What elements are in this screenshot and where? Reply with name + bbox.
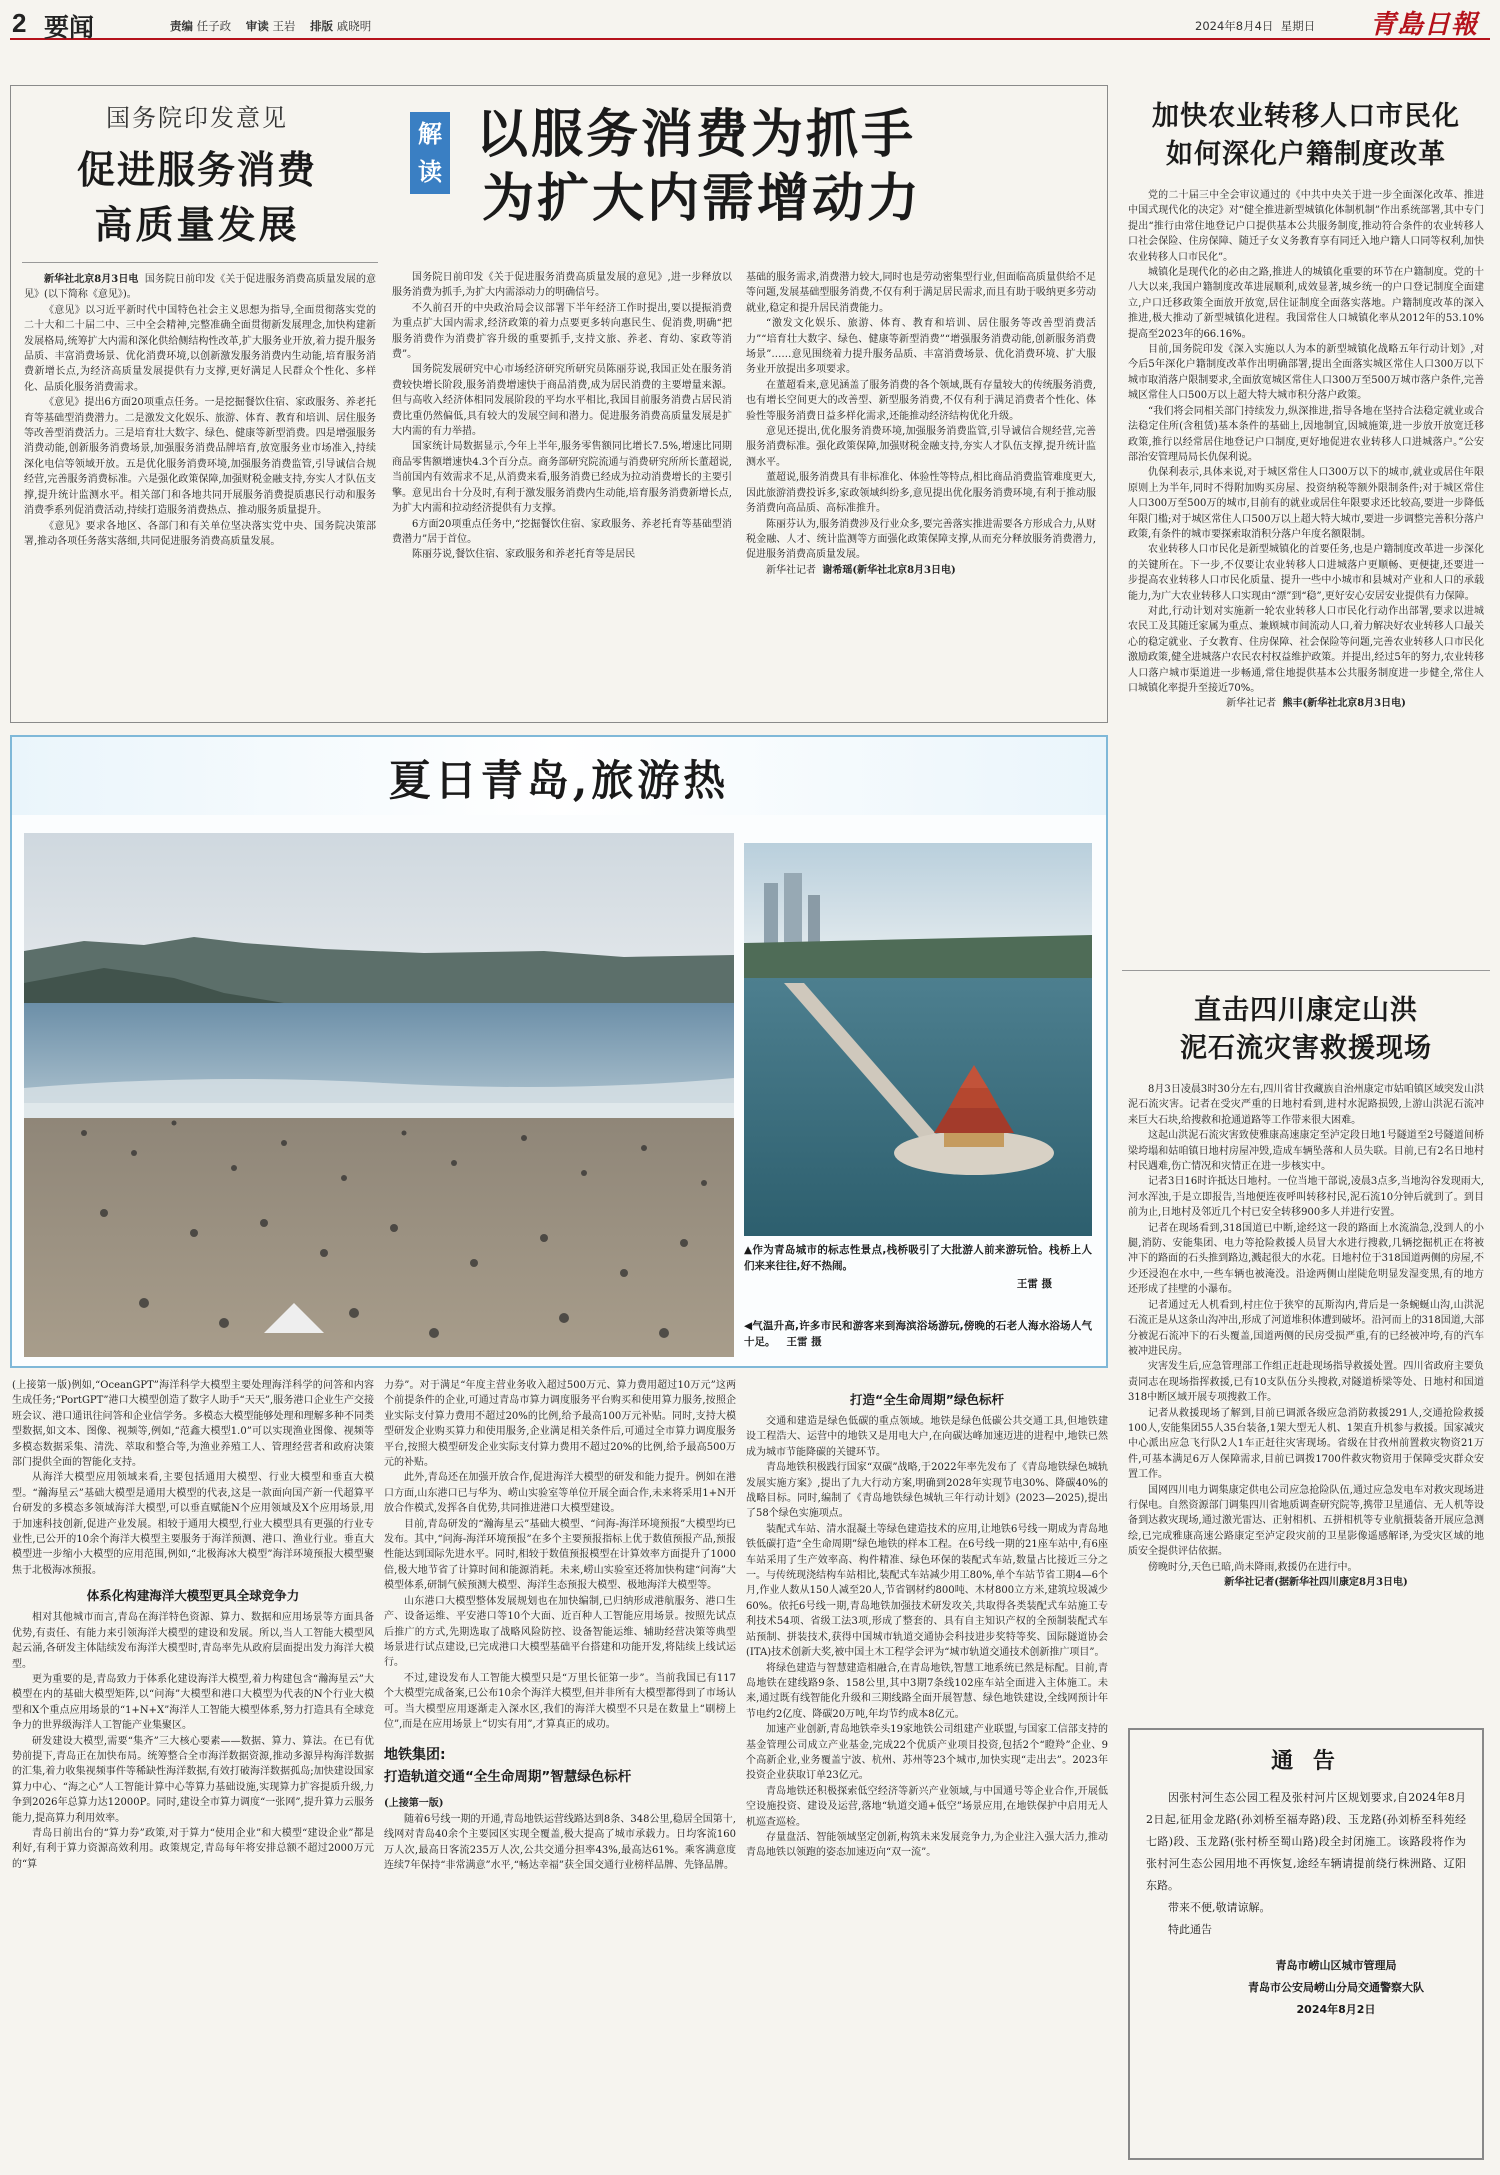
metro-headline: 地铁集团: 打造轨道交通“全生命周期”智慧绿色标杆 (384, 1747, 632, 1786)
notice-body: 因张村河生态公园工程及张村河片区规划要求,自2024年8月2日起,征用金龙路(孙刘桥至福寿路)段、玉龙路(孙刘桥至科苑经七路)段、玉龙路(张村桥至蜀山路)段全封闭施工。该路段将作为张村河生态公园用地不再恢复,途经车辆请提前绕行株洲路、辽阳东路。 (1146, 1791, 1466, 1892)
continued-label: (上接第一版) (384, 1798, 444, 1810)
right-column-divider (1122, 970, 1490, 971)
article2-paragraph: 陈丽芬认为,服务消费涉及行业众多,要完善落实推进需要各方形成合力,从财税金融、人才、统计监测等方面强化政策保障支撑,从而充分释放服务消费潜力,促进服务消费高质量发展。 (746, 518, 1096, 561)
subhead-global-competitiveness: 体系化构建海洋大模型更具全球竞争力 (86, 1588, 300, 1604)
bottom-paragraph: 此外,青岛还在加强开放合作,促进海洋大模型的研发和能力提升。例如在港口方面,山东港口已与华为、崂山实验室等单位开展全面合作,未来将采用1+N开放合作模式,发挥各自优势,共同推进港口大模型建设。 (384, 1472, 736, 1515)
article1-paragraph: 《意见》以习近平新时代中国特色社会主义思想为指导,全面贯彻落实党的二十大和二十届二中、三中全会精神,完整准确全面贯彻新发展理念,加快构建新发展格局,统筹扩大内需和深化供给侧结构性改革,扩大服务业开放,着力提升服务品质、丰富消费场景、优化消费环境,以创新激发服务消费内生动能,培育服务消费新增长点,为经济高质量发展提供有力支撑,更好满足人民群众个性化、多样化、品质化服务消费需求。 (24, 304, 376, 393)
article4-title-line1: 直击四川康定山洪 (1194, 995, 1418, 1026)
bottom-paragraph: 将绿色建造与智慧建造相融合,在青岛地铁,智慧工地系统已然是标配。目前,青岛地铁在建线路9条、158公里,其中3期7条线102座车站全面进入主体施工。未来,通过既有线智能化升级和三期线路全面开展智慧、绿色地铁建设,全线网预计年节电约2亿度、降碳20万吨,年均节约成本8亿元。 (746, 1662, 1108, 1720)
article3-paragraph: 党的二十届三中全会审议通过的《中共中央关于进一步全面深化改革、推进中国式现代化的决定》对“健全推进新型城镇化体制机制”作出系统部署,其中专门提出“推行由常住地登记户口提供基本公共服务制度,推动符合条件的农业转移人口社会保险、住房保障、随迁子女义务教育享有同迁入地户籍人口同等权利,加快农业转移人口市民化”。 (1128, 190, 1484, 263)
bottom-paragraph: 相对其他城市而言,青岛在海洋特色资源、算力、数据和应用场景等方面具备优势,有责任、有能力来引领海洋大模型的建设和发展。所以,当人工智能大模型风起云涌,各研发主体陆续发布海洋大模型时,青岛率先从政府层面提出发力海洋大模型。 (12, 1612, 374, 1670)
article2-column-2 (746, 270, 1096, 714)
bottom-paragraph: 随着6号线一期的开通,青岛地铁运营线路达到8条、348公里,稳居全国第十,线网对青岛40余个主要园区实现全覆盖,极大提高了城市承载力。日均客流160万人次,最高日客流235万人次,公共交通分担率43%,最高达61%。乘客满意度连续7年保持“非常满意”水平,“畅达幸福”获全国交通行业榜样品牌、先锋品牌。 (384, 1813, 736, 1871)
article4-byline: 新华社记者(据新华社四川康定8月3日电) (1224, 1577, 1408, 1588)
pier-caption-text: ▲作为青岛城市的标志性景点,栈桥吸引了大批游人前来游玩恰。栈桥上人们来来往往,好不热闹。 (744, 1244, 1092, 1272)
article3-paragraph: 农业转移人口市民化是新型城镇化的首要任务,也是户籍制度改革进一步深化的关键所在。下一步,不仅要让农业转移人口进城落户更顺畅、更便捷,还要进一步提高农业转移人口市民化质量、提升一些中小城市和县城对产业和人口的承载能力,为广大农业转移人口实现由“漂”到“稳”,更好安心安居安业提供有力保障。 (1128, 544, 1484, 602)
article3-title-line1: 加快农业转移人口市民化 (1152, 101, 1460, 132)
newspaper-logo: 青島日報 (1370, 10, 1479, 40)
page-number: 2 (12, 8, 27, 38)
page-header (10, 6, 1490, 40)
article2-paragraph: 陈丽芬说,餐饮住宿、家政服务和养老托育等是居民 (412, 549, 636, 561)
section-name: 要闻 (44, 13, 95, 42)
article3-paragraph: 对此,行动计划对实施新一轮农业转移人口市民化行动作出部署,要求以进城农民工及其随迁家属为重点、兼顾城市间流动人口,着力解决好农业转移人口最关心的稳定就业、子女教育、住房保障、社会保险等问题,完善农业转移人口市民化激励政策,健全进城落户农民农村权益维护政策。并提出,经过5年的努力,农业转移人口落户城市渠道进一步畅通,常住地提供基本公共服务制度进一步健全,常住人口城镇化率提升至接近70%。 (1128, 605, 1484, 694)
bottom-paragraph: 装配式车站、清水混凝土等绿色建造技术的应用,让地铁6号线一期成为青岛地铁低碳打造“全生命周期”绿色地铁的样本工程。在6号线一期的21座车站中,有6座车站采用了生产效率高、构件精准、绿色环保的装配式车站,数量占比接近三分之一。与传统现浇结构车站相比,装配式车站减少用工80%,单个车站节省工期4—6个月,作业人数从150人减至20人,节省钢材约800吨、木材800立方米,建筑垃圾减少60%。依托6号线一期,青岛地铁加强技术研发攻关,共取得各类装配式车站施工专利技术54项、省级工法3项,形成了整套的、具有自主知识产权的全预制装配式车站预制、拼装技术,获得中国城市轨道交通协会科技进步奖特等奖、国际隧道协会(ITA)技术创新大奖,被中国土木工程学会评为“城市轨道交通技术创新推广项目”。 (746, 1523, 1108, 1659)
article1-title-line2: 高质量发展 (94, 202, 300, 247)
beach-caption (744, 1318, 1092, 1350)
article2-paragraph: 6方面20项重点任务中,“挖掘餐饮住宿、家政服务、养老托育等基础型消费潜力”居于首位。 (392, 518, 732, 545)
article3-paragraph: 仇保利表示,具体来说,对于城区常住人口300万以下的城市,就业或居住年限原则上为半年,同时不得附加购买房屋、投资纳税等额外限制条件;对于城区常住人口300万至500万的城市,目前有的就业或居住年限要求还比较高,要进一步降低年限门槛;对于城区常住人口500万以上超大特大城市,要进一步调整完善积分落户政策,有条件的城市要探索取消积分落户年度名额限制。 (1128, 467, 1484, 540)
article2-title-line2: 为扩大内需增动力 (482, 168, 923, 229)
article2-paragraph: 董超说,服务消费具有非标准化、体验性等特点,相比商品消费监管难度更大,因此旅游消费投诉多,家政领域纠纷多,意见提出优化服务消费环境,有利于推动服务消费向高品质、高标准推升。 (746, 472, 1096, 515)
article2-paragraph: 国务院发展研究中心市场经济研究所研究员陈丽芬说,我国正处在服务消费较快增长阶段,服务消费增速快于商品消费,成为居民消费的主要增量来源。但与高收入经济体相同发展阶段的平均水平相比,我国目前服务消费占居民消费比重仍然偏低,具有较大的发展空间和潜力。促进服务消费高质量发展是扩大内需的有力举措。 (392, 364, 732, 438)
article2-column-1 (392, 270, 732, 714)
article2-paragraph: 国务院日前印发《关于促进服务消费高质量发展的意见》,进一步释放以服务消费为抓手,为扩大内需添动力的明确信号。 (392, 272, 732, 299)
article1-divider (22, 262, 378, 263)
continued-from-front: (上接第一版)例如,“OceanGPT”海洋科学大模型主要处理海洋科学的问答和内容生成任务;“PortGPT”港口大模型创造了数字人助手“天天”,服务港口企业生产交接班会议、港口通讯往问答和企业信学务。多模态大模型能够处理和理解多种不同类型数据,如文本、图像、视频等,例如,“范鑫大模型1.0”可以实现渔业图像、视频等多模态数据采集、清洗、萃取和整合等,为渔业养殖工人、管理经营者和政府决策部门提供全面的智能化支持。 (12, 1380, 374, 1469)
article2-headline (476, 103, 1096, 231)
article1-paragraph: 《意见》提出6方面20项重点任务。一是挖掘餐饮住宿、家政服务、养老托育等基础型消费潜力。二是激发文化娱乐、旅游、体育、教育和培训、居住服务等改善型消费活力。三是培育壮大数字、绿色、健康等新型消费。四是增强服务消费动能,创新服务消费场景,加强服务消费品牌培育,放宽服务业市场准入,持续深化电信等领域开放。五是优化服务消费环境,加强服务消费监管,引导诚信合规经营,完善服务消费标准。六是强化政策保障,加强财税金融支持,夯实人才队伍支撑,提升统计监测水平。相关部门和各地共同开展服务消费提质惠民行动和服务消费季系列促消费活动,持续打造服务消费热点、推动服务质量提升。 (24, 397, 376, 517)
article1-body (24, 272, 376, 712)
bottom-paragraph: 研发建设大模型,需要“集齐”三大核心要素——数据、算力、算法。在已有优势前提下,青岛正在加快布局。统筹整合全市海洋数据资源,推动多源异构海洋数据的汇集,着力收集视频事件等稀缺性海洋数据,有效打破海洋数据孤岛;加快建设国家算力中心、“海之心”人工智能计算中心等算力基础设施,实现算力扩容提质升级,力争到2026年总算力达12000P。同时,建设全市算力调度“一张网”,提升算力云服务能力,提高算力利用效率。 (12, 1735, 374, 1824)
bottom-paragraph: 青岛日前出台的“算力券”政策,对于算力“使用企业”和大模型“建设企业”都是利好,有利于算力资源高效利用。政策规定,青岛每年将安排总额不超过2000万元的“算 (12, 1827, 374, 1870)
bottom-paragraph: 目前,青岛研发的“瀚海星云”基础大模型、“问海-海洋环境预报”大模型均已发布。其中,“问海-海洋环境预报”在多个主要预报指标上优于数值预报产品,预报性能达到国际先进水平。同时,相较于数值预报模型在计算效率方面提升了1000倍,极大地节省了计算时间和能源消耗。未来,崂山实验室还将加快构建“问海”大模型体系,研制气候预测大模型、海洋生态预报大模型、极地海洋大模型等。 (384, 1518, 736, 1592)
pier-photo-credit: 王雷 摄 (1016, 1278, 1052, 1290)
article1-lead: 新华社北京8月3日电 国务院日前印发《关于促进服务消费高质量发展的意见》(以下简称《意见》)。 (24, 274, 376, 301)
article2-byline: 新华社记者 谢希瑶(新华社北京8月3日电) (766, 564, 956, 576)
notice-apology: 带来不便,敬请谅解。 (1168, 1901, 1271, 1914)
article1-kicker: 国务院印发意见 (106, 104, 288, 132)
bottom-paragraph: 青岛地铁积极践行国家“双碳”战略,于2022年率先发布了《青岛地铁绿色城轨发展实施方案》,提出了九大行动方案,明确到2028年实现节电30%、降碳40%的战略目标。同时,编制了《青岛地铁绿色城轨三年行动计划》(2023—2025),提出了58个绿色实施项点。 (746, 1462, 1108, 1520)
article4-paragraph: 记者在现场看到,318国道已中断,途经这一段的路面上水流湍急,没到人的小腿,消防、安能集团、电力等抢险救援人员冒大水进行搜救,几辆挖掘机正在将被冲下的路面的石头推到路边,溅起很大的水花。日地村位于318国道两侧的房屋,不少还浸泡在水中,一些车辆也被淹没。沿途两侧山崖陡危明显发湿变黑,有的地方还形成了挂壁的小瀑布。 (1128, 1222, 1484, 1296)
article3-paragraph: 城镇化是现代化的必由之路,推进人的城镇化重要的环节在户籍制度。党的十八大以来,我国户籍制度改革进展顺利,成效显著,城乡统一的户口登记制度全面建立,户口迁移政策全面放开放宽,居住证制度全面落实落地。户籍制度改革的深入推进,极大推动了新型城镇化进程。我国常住人口城镇化率从2012年的53.10%提高至2023年的66.16%。 (1128, 267, 1484, 340)
article4-title-line2: 泥石流灾害救援现场 (1180, 1033, 1432, 1064)
pier-photo-image (744, 843, 1092, 1236)
bottom-paragraph: 交通和建造是绿色低碳的重点领域。地铁是绿色低碳公共交通工具,但地铁建设工程浩大、运营中的地铁又是用电大户,在向碳达峰加速迈进的进程中,地铁已然成为城市节能降碳的关键环节。 (746, 1416, 1108, 1458)
article3-title-line2: 如何深化户籍制度改革 (1166, 139, 1446, 170)
pier-caption (744, 1242, 1092, 1291)
article4-paragraph: 傍晚时分,天色已暗,尚未降雨,救援仍在进行中。 (1148, 1561, 1358, 1573)
article3-paragraph: 目前,国务院印发《深入实施以人为本的新型城镇化战略五年行动计划》,对今后5年深化户籍制度改革作出明确部署,提出全面落实城区常住人口300万以下城市取消落户限制要求,全面放宽城区常住人口300万至500万城市落户条件,完善城区常住人口500万以上超大特大城市积分落户政策。 (1128, 344, 1484, 402)
beach-caption-text: ◀气温升高,许多市民和游客来到海滨浴场游玩,傍晚的石老人海水浴场人气十足。 王雷 摄 (744, 1320, 1092, 1348)
article2-paragraph: 国家统计局数据显示,今年上半年,服务零售额同比增长7.5%,增速比同期商品零售额增速快4.3个百分点。商务部研究院流通与消费研究所所长董超说,当前国内有效需求不足,从消费来看,服务消费已经成为拉动消费增长的主要引擎。意见出台十分及时,有利于激发服务消费内生动能,培育服务消费新增长点,为扩大内需和拉动经济提供有力支撑。 (392, 441, 732, 515)
article4-paragraph: 记者通过无人机看到,村庄位于狭窄的瓦斯沟内,背后是一条蜿蜒山沟,山洪泥石流正是从这条山沟冲出,形成了河道堆积体遭到破坏。沿河而上的318国道,大部分被泥石流冲下的石头覆盖,国道两侧的民房受损严重,有的已经被冲垮,有的汽车被冲进民房。 (1128, 1299, 1484, 1357)
article2-paragraph: 意见还提出,优化服务消费环境,加强服务消费监管,引导诚信合规经营,完善服务消费标准。强化政策保障,加强财税金融支持,夯实人才队伍支撑,提升统计监测水平。 (746, 426, 1096, 468)
article3-headline (1122, 98, 1490, 174)
bottom-paragraph: 青岛地铁还积极探索低空经济等新兴产业领域,与中国通号等企业合作,开展低空设施投资、建设及运营,落地“轨道交通+低空”场景应用,在地铁保护中启用无人机巡查巡检。 (746, 1785, 1108, 1828)
notice-signatures: 青岛市崂山区城市管理局 青岛市公安局崂山分局交通警察大队 2024年8月2日 (1248, 1959, 1424, 2016)
article4-headline (1122, 992, 1490, 1068)
public-notice (1128, 1728, 1484, 2160)
bottom-column-3 (746, 1378, 1108, 2170)
notice-title: 通 告 (1271, 1749, 1341, 1774)
photo-feature-title: 夏日青岛,旅游热 (388, 756, 730, 805)
bottom-paragraph: 更为重要的是,青岛致力于体系化建设海洋大模型,着力构建包含“瀚海星云”大模型在内的基础大模型矩阵,以“问海”大模型和港口大模型为代表的N个行业大模型和X个重点应用场景的“1+N+X”海洋人工智能大模型体系,努力打造具有全球竞争力的世界级海洋人工智能产业集聚区。 (12, 1673, 374, 1732)
issue-date: 2024年8月4日 星期日 (1195, 19, 1316, 33)
bottom-paragraph: 加速产业创新,青岛地铁牵头19家地铁公司组建产业联盟,与国家工信部支持的基金管理公司成立产业基金,完成22个优质产业项目投资,包括2个“瞪羚”企业、9个高新企业,业务覆盖宁波、杭州、苏州等23个城市,加快实现“走出去”。2023年投资企业获取订单23亿元。 (746, 1724, 1108, 1782)
article4-body (1128, 1082, 1484, 1718)
article1-headline (22, 98, 372, 249)
bottom-column-1 (12, 1378, 374, 2170)
pier-photo (744, 843, 1092, 1236)
interpretation-badge: 解 读 (410, 112, 450, 194)
bottom-paragraph: 存量盘活、智能领域坚定创新,构筑未来发展竞争力,为企业注入强大活力,推动青岛地铁以领跑的姿态加速迈向“双一流”。 (746, 1831, 1108, 1859)
article3-byline: 新华社记者 熊丰(新华社北京8月3日电) (1226, 698, 1406, 710)
article3-body (1128, 188, 1484, 958)
article4-paragraph: 灾害发生后,应急管理部工作组正赶赴现场指导救援处置。四川省政府主要负责同志在现场指挥救援,已有10支队伍分头搜救,对隧道桥梁等处、日地村和国道318中断区域开展专项搜救工作。 (1128, 1361, 1484, 1404)
bottom-column-2 (384, 1378, 736, 2170)
article2-title-line1: 以服务消费为抓手 (476, 104, 917, 165)
beach-photo-image (24, 833, 734, 1357)
beach-photo (24, 833, 734, 1357)
subhead-green-benchmark: 打造“全生命周期”绿色标杆 (850, 1392, 1004, 1407)
bottom-paragraph: 力券”。对于满足“年度主营业务收入超过500万元、算力费用超过10万元”这两个前提条件的企业,可通过青岛市算力调度服务平台购买和使用算力服务,按照企业实际支付算力费用不超过20%的比例,给予最高100万元补贴。同时,支持大模型研发企业购买算力和使用服务,企业满足相关条件后,可通过全市算力调度服务平台,按照大模型研发企业实际支付算力费用不超过20%的比例,给予最高500万元的补贴。 (384, 1380, 736, 1469)
article4-paragraph: 这起山洪泥石流灾害致使雅康高速康定至泸定段日地1号隧道至2号隧道间桥梁垮塌和姑咱镇日地村房屋冲毁,造成车辆坠落和人员失联。目前,已有2名日地村村民遇难,伤亡情况和灾情正在进一步核实中。 (1128, 1130, 1484, 1173)
article4-paragraph: 8月3日凌晨3时30分左右,四川省甘孜藏族自治州康定市姑咱镇区域突发山洪泥石流灾害。记者在受灾严重的日地村看到,进村水泥路损毁,上游山洪泥石流冲来巨大石块,给搜救和抢通道路等工作带来很大困难。 (1128, 1084, 1484, 1126)
bottom-paragraph: 从海洋大模型应用领域来看,主要包括通用大模型、行业大模型和垂直大模型。“瀚海星云”基础大模型是通用大模型的代表,这是一款面向国产新一代超算平台研发的多模态多领域海洋大模型,可以垂直赋能N个应用领域及X个应用场景,用于加速科技创新,促进产业发展。相较于通用大模型,行业大模型具有更强的行业专业性,已公开的10余个海洋大模型主要服务于海洋预测、港口、渔业行业。垂直大模型进一步缩小大模型的应用范围,例如,“北极海冰大模型”海洋环境预报大模型聚焦于北极海冰预报。 (12, 1472, 374, 1576)
article2-paragraph: 在董超看来,意见涵盖了服务消费的各个领域,既有存量较大的传统服务消费,也有增长空间更大的改善型、新型服务消费,不仅有利于满足消费者个性化、体验性等服务消费日益多样化需求,还能推动经济结构优化升级。 (746, 379, 1096, 422)
article2-paragraph: 基础的服务需求,消费潜力较大,同时也是劳动密集型行业,但面临高质量供给不足等问题,发展基础型服务消费,不仅有利于满足居民需求,而且有助于吸纳更多劳动就业,稳定和提升居民消费能力。 (746, 272, 1096, 314)
article2-paragraph: 不久前召开的中央政治局会议部署下半年经济工作时提出,要以提振消费为重点扩大国内需求,经济政策的着力点要更多转向惠民生、促消费,明确“把服务消费作为消费扩容升级的重要抓手,支持文旅、养老、育幼、家政等消费”。 (392, 302, 732, 361)
article1-title-line1: 促进服务消费 (76, 147, 317, 192)
article4-paragraph: 记者从救援现场了解到,目前已调派各级应急消防救援291人,交通抢险救援100人,安能集团55人35台装备,1架大型无人机、1架直升机参与救援。国家减灾中心派出应急飞行队2人1车正赶往灾害现场。省级在甘孜州前置救灾物资21万件,可基本满足6万人保障需求,目前已调拨1700件救灾物资用于保障受灾群众安置工作。 (1128, 1407, 1484, 1481)
article1-paragraph: 《意见》要求各地区、各部门和有关单位坚决落实党中央、国务院决策部署,推动各项任务落实落细,共同促进服务消费高质量发展。 (24, 520, 376, 547)
editor-credits: 责编 任子政 审读 王岩 排版 戚晓明 (170, 19, 372, 33)
notice-closing: 特此通告 (1168, 1923, 1212, 1936)
article3-paragraph: “我们将会同相关部门持续发力,纵深推进,指导各地在坚持合法稳定就业或合法稳定住所(含租赁)基本条件的基础上,因地制宜,因城施策,进一步放开放宽迁移政策,推行以经常居住地登记户口制度,更好地促进农业转移人口进城落户。”公安部治安管理局局长仇保利说。 (1128, 405, 1484, 463)
bottom-paragraph: 不过,建设发布人工智能大模型只是“万里长征第一步”。当前我国已有117个大模型完成备案,已公布10余个海洋大模型,但并非所有大模型都得到了市场认可。当大模型应用逐渐走入深水区,我们的海洋大模型不只是在数量上“刷榜上位”,而是在应用场景上“切实有用”,才算真正的成功。 (384, 1672, 736, 1730)
article4-paragraph: 国网四川电力调集康定供电公司应急抢险队伍,通过应急发电车对救灾现场进行保电。自然资源部门调集四川省地质调查研究院等,携带卫星通信、无人机等设备到达救灾现场,通过激光雷达、正射相机、五拼相机等专业航摄装备开展应急测绘,已完成雅康高速公路康定至泸定段灾前的卫星影像遥感解译,为受灾区域的地质安全提供评估依据。 (1128, 1484, 1484, 1558)
article4-paragraph: 记者3日16时许抵达日地村。一位当地干部说,凌晨3点多,当地沟谷发现雨大,河水浑浊,于是立即报告,当地便连夜呼叫转移村民,泥石流10分钟后就到了。到目前为止,日地村及邻近几个村已安全转移900多人并进行安置。 (1128, 1176, 1484, 1219)
bottom-paragraph: 山东港口大模型整体发展规划也在加快编制,已归纳形成港航服务、港口生产、设备运维、平安港口等10个大面、近百种人工智能应用场景。按照先试点后推广的方式,先期选取了战略风险防控、设备智能运维、辅助经营决策等典型场景进行试点建设,已完成港口大模型基础平台搭建和功能开发,将陆续上线试运行。 (384, 1595, 736, 1669)
article2-paragraph: “激发文化娱乐、旅游、体育、教育和培训、居住服务等改善型消费活力”“培育壮大数字、绿色、健康等新型消费”“增强服务消费动能,创新服务消费场景”……意见围绕着力提升服务品质、丰富消费场景、优化消费环境、扩大服务业开放提出多项要求。 (746, 318, 1096, 376)
